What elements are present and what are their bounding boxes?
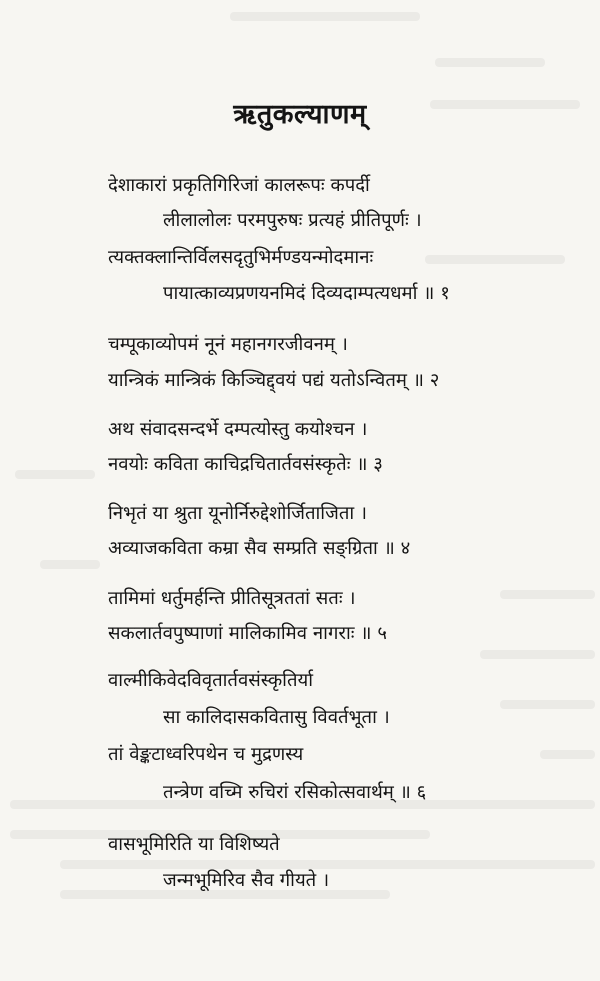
verse-3-line-2: यान्त्रिकं मान्त्रिकं किञ्चिद्द्वयं पद्यं यतोऽन्वितम् ॥ २ <box>108 370 440 391</box>
verse-8-line-1: वासभूमिरिति या विशिष्यते <box>108 834 280 855</box>
verse-4-line-1: अथ संवादसन्दर्भे दम्पत्योस्तु कयोश्चन । <box>108 419 368 440</box>
verse-3-line-1: चम्पूकाव्योपमं नूनं महानगरजीवनम् । <box>108 334 348 355</box>
bleed-through-mark <box>40 560 100 569</box>
verse-7-line-4: तन्त्रेण वच्मि रुचिरां रसिकोत्सवार्थम् ॥ ६ <box>163 782 427 803</box>
verse-7-line-3: तां वेङ्कटाध्वरिपथेन च मुद्रणस्य <box>108 744 304 765</box>
bleed-through-mark <box>540 750 595 759</box>
verse-2-line-2: पायात्काव्यप्रणयनमिदं दिव्यदाम्पत्यधर्मा ॥ १ <box>163 283 450 304</box>
verse-5-line-1: निभृतं या श्रुता यूनोर्निरुद्देशोर्जिताजिता । <box>108 503 368 524</box>
verse-5-line-2: अव्याजकविता कम्रा सैव सम्प्रति सङ्ग्रिता ॥ ४ <box>108 538 411 559</box>
verse-7-line-2: सा कालिदासकवितासु विवर्तभूता । <box>163 707 390 728</box>
page-title: ऋतुकल्याणम् <box>233 99 367 130</box>
verse-6-line-2: सकलार्तवपुष्पाणां मालिकामिव नागराः ॥ ५ <box>108 623 387 644</box>
bleed-through-mark <box>435 58 545 67</box>
verse-8-line-2: जन्मभूमिरिव सैव गीयते । <box>163 870 330 891</box>
bleed-through-mark <box>60 860 595 869</box>
verse-7-line-1: वाल्मीकिवेदविवृतार्तवसंस्कृतिर्या <box>108 670 314 691</box>
bleed-through-mark <box>500 590 595 599</box>
verse-6-line-1: तामिमां धर्तुमर्हन्ति प्रीतिसूत्रततां सतः । <box>108 588 356 609</box>
bleed-through-mark <box>500 700 595 709</box>
verse-1-line-2: लीलालोलः परमपुरुषः प्रत्यहं प्रीतिपूर्णः । <box>163 210 422 231</box>
bleed-through-mark <box>425 255 565 264</box>
verse-2-line-1: त्यक्तक्लान्तिर्विलसदृतुभिर्मण्डयन्मोदमानः <box>108 247 374 268</box>
bleed-through-mark <box>480 650 595 659</box>
verse-4-line-2: नवयोः कविता काचिद्रचितार्तवसंस्कृतेः ॥ ३ <box>108 454 383 475</box>
bleed-through-mark <box>15 470 95 479</box>
verse-1-line-1: देशाकारां प्रकृतिगिरिजां कालरूपः कपर्दी <box>108 175 370 196</box>
bleed-through-mark <box>230 12 420 21</box>
